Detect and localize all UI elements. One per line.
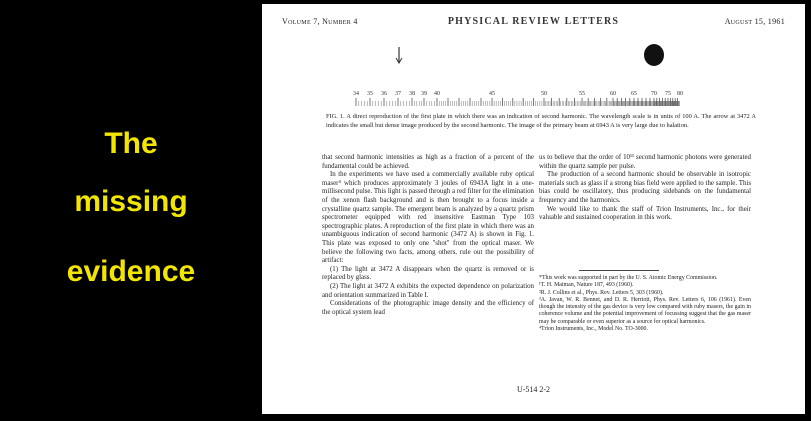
- paragraph: (1) The light at 3472 A disappears when the quartz is removed or is replaced by glass.: [322, 265, 534, 282]
- scale-label: 70: [651, 91, 657, 97]
- scale-label: 50: [541, 91, 547, 97]
- figure-caption: FIG. 1. A direct reproduction of the first plate in which there was an indication of second harmonic. The wavelength scale is in units of 100 A. The arrow at 3472 A indicates the small but dense image produced by the second harmonic. The image of the primary beam at 6943 A is very large due to halation.: [326, 113, 756, 129]
- primary-beam-image: [644, 44, 664, 66]
- right-column: [539, 154, 751, 223]
- paragraph: us to believe that the order of 10¹¹ second harmonic photons were generated within the quartz sample per pulse.: [539, 154, 751, 170]
- wavelength-scale-labels: [353, 91, 683, 97]
- wavelength-scale-ticks: [356, 98, 680, 106]
- scale-label: 37: [395, 91, 401, 97]
- page-number: U-514 2-2: [516, 385, 551, 394]
- title-word-missing: missing: [74, 185, 188, 218]
- paragraph: We would like to thank the staff of Trion Instruments, Inc., for their valuable and sustained cooperation in this work.: [539, 205, 751, 222]
- left-column: [322, 154, 534, 317]
- scale-label: 34: [353, 91, 359, 97]
- footnote: ²R. J. Collins et al., Phys. Rev. Letters 5, 303 (1960).: [539, 289, 664, 296]
- paragraph: In the experiments we have used a commercially available ruby optical maser⁴ which produces approximately 3 joules of 6943A light in a one-millisecond pulse. This light is passed through a red filter for the elimination of the xenon flash background and is then brought to a focus inside a crystalline quartz sample. The emergent beam is analyzed by a quartz prism spectrometer equipped with red insensitive Eastman Type 103 spectrographic plates. A reproduction of the first plate in which there was an unambiguous indication of second harmonic (3472 A) is shown in Fig. 1. This plate was exposed to only one "shot" from the optical maser. We believe the following two facts, among others, rule out the possibility of artifact:: [322, 171, 534, 265]
- scale-label: 55: [579, 91, 585, 97]
- scale-label: 36: [381, 91, 387, 97]
- footnote: ⁴Trion Instruments, Inc., Model No. TO-3000.: [539, 326, 648, 333]
- journal-page: [262, 4, 805, 414]
- volume-number: Volume 7, Number 4: [282, 17, 358, 26]
- scale-label: 35: [367, 91, 373, 97]
- scale-label: 45: [489, 91, 495, 97]
- scale-label: 38: [409, 91, 415, 97]
- footnotes: [539, 275, 751, 333]
- scale-label: 65: [631, 91, 637, 97]
- scale-label: 60: [610, 91, 616, 97]
- scale-label: 39: [421, 91, 427, 97]
- paragraph: (2) The light at 3472 A exhibits the expected dependence on polarization and orientation summarized in Table I.: [322, 282, 534, 299]
- paragraph: Considerations of the photographic image density and the efficiency of the optical system lead: [322, 300, 534, 316]
- title-word-the: The: [104, 127, 158, 160]
- issue-date: August 15, 1961: [724, 17, 785, 26]
- title-word-evidence: evidence: [66, 255, 196, 288]
- footnote: ³A. Javan, W. R. Bennet, and D. R. Herriott, Phys. Rev. Letters 6, 106 (1961). Even though the intensity of the gas device is very low compared with ruby masers, the gain in coherence volume and the potential improvement of focussing suggest that the gas maser may be comparable or even superior as a source for optical harmonics.: [539, 296, 751, 325]
- scale-label: 40: [434, 91, 440, 97]
- footnote-rule: [579, 270, 659, 271]
- journal-title: PHYSICAL REVIEW LETTERS: [447, 16, 620, 27]
- footnote: *This work was supported in part by the U. S. Atomic Energy Commission.: [539, 275, 718, 281]
- spectrum-plate: [282, 32, 785, 110]
- scale-label: 75: [665, 91, 671, 97]
- paragraph: The production of a second harmonic should be observable in isotropic materials such as glass if a strong bias field were applied to the sample. This bias could be oscillatory, thus producing sidebands on the fundamental frequency and the harmonics.: [539, 171, 751, 204]
- spectrum-plate-figure: [282, 32, 785, 110]
- paragraph: that second harmonic intensities as high as a fraction of a percent of the fundamental could be achieved.: [322, 154, 534, 170]
- scale-label: 80: [677, 91, 683, 97]
- footnote: ¹T. H. Maiman, Nature 187, 493 (1960).: [539, 282, 634, 289]
- page-header: [282, 17, 785, 29]
- slide-title: [0, 0, 262, 421]
